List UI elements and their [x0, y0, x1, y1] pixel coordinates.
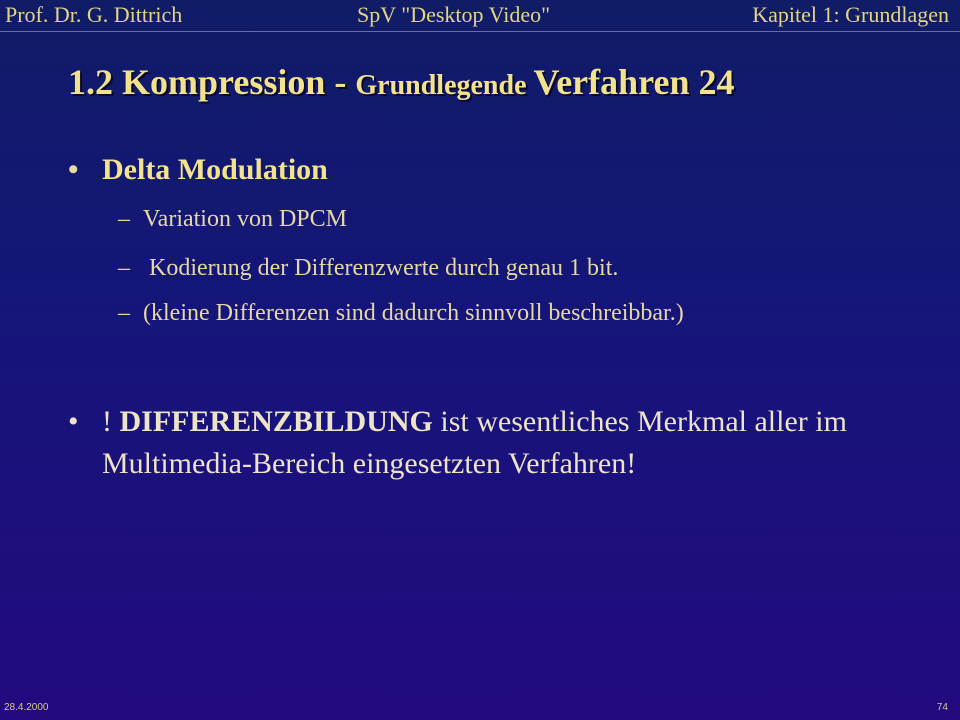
- footer-date: 28.4.2000: [4, 702, 49, 713]
- bullet-keyword: DIFFERENZBILDUNG: [119, 405, 433, 438]
- slide-header: [0, 0, 960, 32]
- bullet-heading: Delta Modulation: [102, 153, 328, 186]
- sub-bullet-dash: –: [118, 206, 130, 232]
- sub-bullet-dash: –: [118, 300, 130, 326]
- header-author: Prof. Dr. G. Dittrich: [5, 2, 183, 27]
- sub-bullet-dash: –: [118, 255, 130, 281]
- bullet-dot: •: [68, 405, 79, 438]
- title-part-3: Verfahren 24: [533, 62, 735, 102]
- sub-bullet-text: (kleine Differenzen sind dadurch sinnvoll beschreibbar.): [143, 300, 684, 326]
- sub-bullet-3: [118, 300, 684, 327]
- sub-bullet-2: [118, 255, 618, 282]
- sub-bullet-text: Kodierung der Differenzwerte durch genau 1 bit.: [143, 255, 619, 281]
- header-chapter: Kapitel 1: Grundlagen: [752, 2, 949, 27]
- bullet-prefix: !: [102, 405, 120, 438]
- footer-page-number: 74: [936, 702, 948, 713]
- bullet-rest: ist wesentliches Merkmal aller im Multimedia-Bereich eingesetzten Verfahren!: [102, 405, 847, 480]
- header-divider: [0, 31, 960, 32]
- title-part-2: Grundlegende: [355, 70, 534, 101]
- header-course: SpV "Desktop Video": [357, 2, 551, 27]
- bullet-delta-modulation: [68, 153, 328, 187]
- slide-title: [68, 61, 735, 103]
- bullet-body: [102, 401, 902, 485]
- title-part-1: 1.2 Kompression -: [68, 62, 356, 102]
- sub-bullet-1: [118, 206, 347, 233]
- bullet-dot: •: [68, 153, 79, 186]
- sub-bullet-text: Variation von DPCM: [143, 206, 347, 232]
